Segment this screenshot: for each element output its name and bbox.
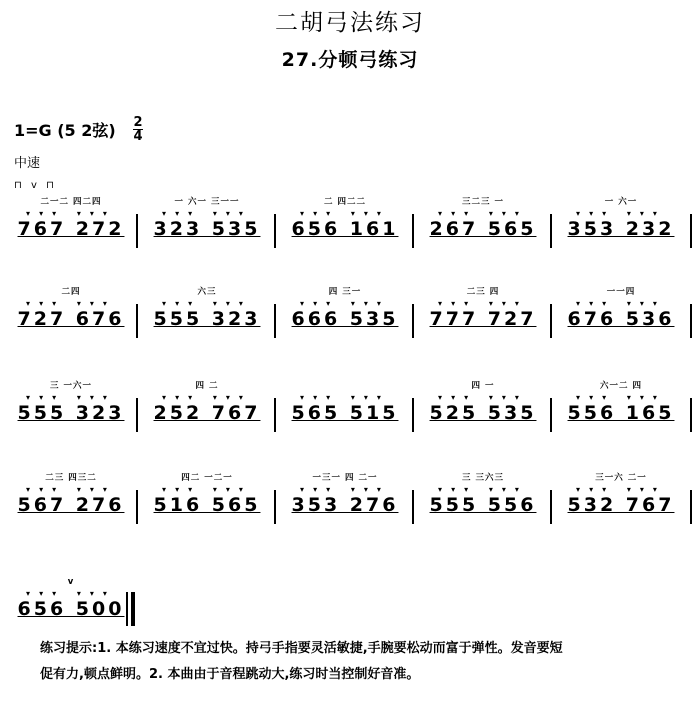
fingering-marks: 四 一 [471,381,495,391]
tempo-marking: 中速 [14,156,41,171]
measure [418,286,548,340]
note-group: 676 536 [567,308,675,330]
barline [550,214,552,248]
measure [142,472,272,526]
fingering-marks: 一 六一 三一一 [174,197,240,207]
barline [274,398,276,432]
measure [280,196,410,250]
fingering-marks: 二三 四三二 [45,473,97,483]
measure [418,380,548,434]
staccato-marks: ▾▾▾ ▾▾▾ [162,209,252,218]
staccato-marks: ▾▾▾ ▾▾▾ [162,299,252,308]
measure [6,286,136,340]
measure [6,380,136,434]
key-signature: 1=G (5 2弦) [14,121,116,140]
final-barline-thin [126,592,128,626]
staccato-marks: ▾▾▾ ▾▾▾ [162,393,252,402]
staccato-marks: ▾▾▾ ▾▾▾ [26,393,116,402]
barline [412,304,414,338]
measure [6,576,136,630]
note-group: 525 535 [429,402,537,424]
staccato-marks: ▾▾▾ ▾▾▾ [300,485,390,494]
staccato-marks: ▾▾▾ ▾▾▾ [26,209,116,218]
note-group: 567 276 [17,494,125,516]
barline [412,398,414,432]
measure [418,196,548,250]
barline [136,398,138,432]
barline [274,490,276,524]
note-group: 767 272 [17,218,125,240]
note-group: 267 565 [429,218,537,240]
fingering-marks: 三 三六三 [462,473,504,483]
fingering-marks: 六三 [197,287,217,297]
staccato-marks: ▾▾▾ ▾▾▾ [438,299,528,308]
tips-label: 练习提示: [40,641,98,656]
time-signature-top: 2 [133,115,143,130]
fingering-marks: 三二三 一 [462,197,504,207]
fingering-marks: 二 四二二 [324,197,366,207]
final-barline-thick [131,592,135,626]
measure [142,286,272,340]
barline [136,490,138,524]
exercise-title: 27.分顿弓练习 [281,49,419,71]
fingering-marks: 二三 四 [466,287,500,297]
measure [556,196,686,250]
measure [418,472,548,526]
barline [136,304,138,338]
note-group: 252 767 [153,402,261,424]
fingering-marks: 三一六 二一 [595,473,647,483]
practice-tips [40,636,690,688]
measure [6,472,136,526]
fingering-marks: 三 一六一 [50,381,92,391]
fingering-marks: 二四 [61,287,81,297]
fingering-marks: 四二 一二一 [181,473,233,483]
barline [690,214,692,248]
barline [550,490,552,524]
staccato-marks: ▾▾▾ ▾▾▾ [438,209,528,218]
staccato-marks: ▾▾▾ ▾▾▾ [576,393,666,402]
staccato-marks: ▾▾▾ ▾▾▾ [576,485,666,494]
measure [280,286,410,340]
bow-direction-marks: ⊓ v ⊓ [14,180,57,191]
staccato-marks: ▾▾▾ ▾▾▾ [576,299,666,308]
note-group: 727 676 [17,308,125,330]
barline [274,304,276,338]
barline [690,490,692,524]
fingering-marks: 四 三一 [328,287,362,297]
barline [550,304,552,338]
staccato-marks: ▾▾▾ ▾▾▾ [300,299,390,308]
staccato-marks: ▾▾▾ ▾▾▾ [300,209,390,218]
note-group: 516 565 [153,494,261,516]
fingering-marks: 六一二 四 [600,381,642,391]
fingering-marks: 一一四 [606,287,636,297]
barline [274,214,276,248]
tips-line-1 [40,636,690,662]
staccato-marks: ▾▾▾ ▾▾▾ [162,485,252,494]
staccato-marks: ▾▾▾ ▾▾▾ [300,393,390,402]
barline [412,490,414,524]
tips-text-1: 1. 本练习速度不宜过快。持弓手指要灵活敏捷,手腕要松动而富于弹性。发音要短 [97,641,563,656]
measure [280,380,410,434]
note-group: 555 556 [429,494,537,516]
note-group: 656 500 [17,598,125,620]
tips-line-2: 促有力,顿点鲜明。2. 本曲由于音程跳动大,练习时当控制好音准。 [40,667,420,682]
page-title: 二胡弓法练习 [275,10,425,36]
measure [556,286,686,340]
note-group: 666 535 [291,308,399,330]
staccato-marks: ▾▾▾ ▾▾▾ [438,485,528,494]
fingering-marks [280,380,410,392]
fingering-marks: 四 二 [195,381,219,391]
measure [6,196,136,250]
barline [412,214,414,248]
note-group: 777 727 [429,308,537,330]
staccato-marks: ▾▾▾ ▾▾▾ [438,393,528,402]
staccato-marks: ▾▾▾ ▾▾▾ [26,589,116,598]
staccato-marks: ▾▾▾ ▾▾▾ [576,209,666,218]
note-group: 565 515 [291,402,399,424]
fingering-marks: 一 六一 [604,197,638,207]
measure [556,472,686,526]
fingering-marks: v [67,577,75,587]
measure [280,472,410,526]
note-group: 353 232 [567,218,675,240]
note-group: 353 276 [291,494,399,516]
staccato-marks: ▾▾▾ ▾▾▾ [26,299,116,308]
barline [690,304,692,338]
staccato-marks: ▾▾▾ ▾▾▾ [26,485,116,494]
note-group: 556 165 [567,402,675,424]
measure [556,380,686,434]
note-group: 656 161 [291,218,399,240]
barline [550,398,552,432]
time-signature [133,116,143,143]
fingering-marks: 二一二 四二四 [40,197,102,207]
barline [136,214,138,248]
fingering-marks: 一三一 四 二一 [312,473,378,483]
measure [142,380,272,434]
note-group: 555 323 [153,308,261,330]
measure [142,196,272,250]
note-group: 555 323 [17,402,125,424]
time-signature-bottom: 4 [133,129,143,144]
note-group: 532 767 [567,494,675,516]
note-group: 323 535 [153,218,261,240]
barline [690,398,692,432]
